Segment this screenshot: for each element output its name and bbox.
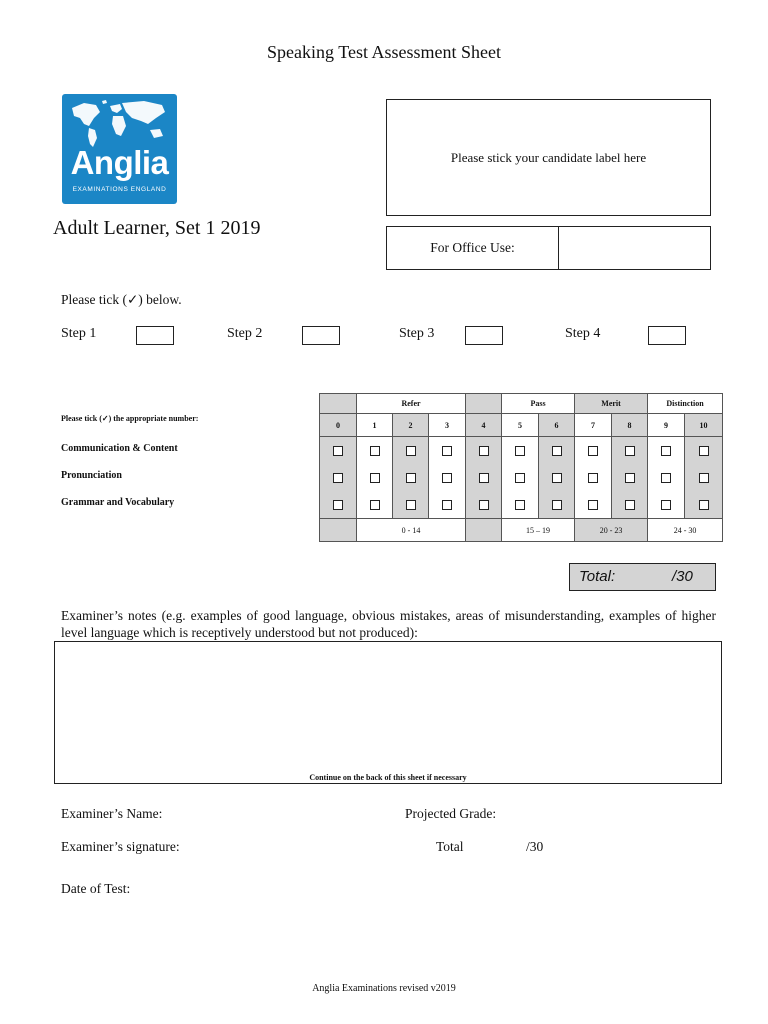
score-checkbox[interactable] — [661, 473, 671, 483]
score-checkbox[interactable] — [442, 500, 452, 510]
score-header-cell: 8 — [612, 414, 648, 437]
total-score-value: /30 — [672, 568, 693, 585]
score-range-row — [320, 519, 723, 542]
step-1-checkbox[interactable] — [136, 326, 174, 345]
score-cell — [685, 437, 723, 465]
score-cell — [466, 491, 502, 519]
score-header-cell: 7 — [575, 414, 612, 437]
score-header-cell: 6 — [539, 414, 575, 437]
score-checkbox[interactable] — [588, 473, 598, 483]
step-3-checkbox[interactable] — [465, 326, 503, 345]
score-checkbox[interactable] — [661, 446, 671, 456]
score-cell — [502, 464, 539, 491]
score-checkbox[interactable] — [333, 446, 343, 456]
score-cell — [429, 437, 466, 465]
range-distinction: 24 - 30 — [648, 519, 723, 542]
band-header-row — [320, 394, 723, 414]
range-cell-blank-right — [466, 519, 502, 542]
office-use-field[interactable] — [559, 227, 710, 269]
score-cell — [393, 464, 429, 491]
score-cell — [357, 491, 393, 519]
score-cell — [539, 464, 575, 491]
score-cell — [575, 437, 612, 465]
score-checkbox[interactable] — [552, 473, 562, 483]
score-checkbox[interactable] — [625, 500, 635, 510]
score-header-cell: 3 — [429, 414, 466, 437]
band-header-refer: Refer — [357, 394, 466, 414]
score-cell — [357, 464, 393, 491]
score-cell — [320, 491, 357, 519]
step-4-checkbox[interactable] — [648, 326, 686, 345]
range-pass: 15 – 19 — [502, 519, 575, 542]
score-cell — [648, 491, 685, 519]
score-cell — [685, 491, 723, 519]
examiner-name-label: Examiner’s Name: — [61, 806, 163, 821]
candidate-label-box — [386, 99, 711, 216]
score-checkbox[interactable] — [515, 473, 525, 483]
total-score-box — [569, 563, 716, 591]
score-cell — [648, 437, 685, 465]
date-of-test-label: Date of Test: — [61, 881, 131, 896]
score-header-cell: 2 — [393, 414, 429, 437]
score-header-cell: 1 — [357, 414, 393, 437]
score-cell — [320, 437, 357, 465]
office-use-label: For Office Use: — [387, 227, 559, 269]
step-2-checkbox[interactable] — [302, 326, 340, 345]
score-checkbox[interactable] — [515, 446, 525, 456]
examiner-notes-field[interactable] — [54, 641, 722, 784]
score-header-cell: 4 — [466, 414, 502, 437]
criterion-row-communication — [320, 437, 723, 465]
band-header-refer-lead — [320, 394, 357, 414]
score-cell — [612, 491, 648, 519]
score-checkbox[interactable] — [406, 500, 416, 510]
step-2-label: Step 2 — [227, 326, 263, 341]
criterion-label-pronunciation: Pronunciation — [61, 470, 122, 481]
step-1-label: Step 1 — [61, 326, 97, 341]
candidate-label-text: Please stick your candidate label here — [450, 149, 647, 165]
score-checkbox[interactable] — [333, 473, 343, 483]
logo-subtitle: EXAMINATIONS ENGLAND — [72, 186, 167, 193]
band-header-distinction: Distinction — [648, 394, 723, 414]
score-cell — [320, 464, 357, 491]
page-footer: Anglia Examinations revised v2019 — [312, 983, 456, 994]
score-cell — [648, 464, 685, 491]
score-checkbox[interactable] — [552, 446, 562, 456]
band-header-pass: Pass — [502, 394, 575, 414]
score-checkbox[interactable] — [588, 446, 598, 456]
score-cell — [466, 464, 502, 491]
score-checkbox[interactable] — [442, 446, 452, 456]
examiner-signature-label: Examiner’s signature: — [61, 839, 180, 854]
score-checkbox[interactable] — [333, 500, 343, 510]
score-checkbox[interactable] — [442, 473, 452, 483]
range-merit: 20 - 23 — [575, 519, 648, 542]
logo-wordmark: Anglia — [70, 144, 169, 181]
score-cell — [429, 464, 466, 491]
score-checkbox[interactable] — [370, 446, 380, 456]
score-checkbox[interactable] — [625, 473, 635, 483]
score-header-cell: 0 — [320, 414, 357, 437]
score-checkbox[interactable] — [370, 473, 380, 483]
assessment-grid — [319, 393, 723, 542]
score-cell — [685, 464, 723, 491]
score-checkbox[interactable] — [406, 473, 416, 483]
set-title: Adult Learner, Set 1 2019 — [53, 217, 261, 239]
range-cell-blank-left — [320, 519, 357, 542]
projected-grade-label: Projected Grade: — [405, 806, 497, 821]
score-cell — [357, 437, 393, 465]
score-cell — [502, 437, 539, 465]
score-checkbox[interactable] — [625, 446, 635, 456]
score-header-cell: 5 — [502, 414, 539, 437]
page-title: Speaking Test Assessment Sheet — [267, 42, 501, 62]
anglia-logo — [62, 94, 177, 204]
score-cell — [502, 491, 539, 519]
score-cell — [429, 491, 466, 519]
criterion-row-grammar — [320, 491, 723, 519]
score-header-cell: 9 — [648, 414, 685, 437]
notes-instruction: Examiner’s notes (e.g. examples of good language, obvious mistakes, areas of misunderstanding, examples of higher level language which is receptively understood but not produced): — [61, 608, 716, 640]
notes-continue-text: Continue on the back of this sheet if necessary — [309, 773, 467, 782]
step-3-label: Step 3 — [399, 326, 435, 341]
score-header-cell: 10 — [685, 414, 723, 437]
score-number-row — [320, 414, 723, 437]
score-checkbox[interactable] — [699, 473, 709, 483]
score-cell — [612, 464, 648, 491]
step-4-label: Step 4 — [565, 326, 601, 341]
score-checkbox[interactable] — [479, 446, 489, 456]
total-score-label: Total: — [579, 568, 616, 585]
score-checkbox[interactable] — [699, 446, 709, 456]
score-checkbox[interactable] — [406, 446, 416, 456]
score-checkbox[interactable] — [370, 500, 380, 510]
grid-instruction: Please tick (✓) the appropriate number: — [61, 414, 199, 423]
score-checkbox[interactable] — [515, 500, 525, 510]
score-checkbox[interactable] — [661, 500, 671, 510]
score-checkbox[interactable] — [588, 500, 598, 510]
score-checkbox[interactable] — [479, 473, 489, 483]
range-refer: 0 - 14 — [357, 519, 466, 542]
criterion-label-grammar: Grammar and Vocabulary — [61, 497, 175, 508]
step-instruction: Please tick (✓) below. — [61, 292, 182, 307]
band-header-refer-tail — [466, 394, 502, 414]
criterion-label-communication: Communication & Content — [61, 443, 178, 454]
office-use-box — [386, 226, 711, 270]
score-cell — [612, 437, 648, 465]
score-checkbox[interactable] — [699, 500, 709, 510]
form-total-label: Total — [436, 839, 464, 854]
score-cell — [575, 491, 612, 519]
score-cell — [539, 491, 575, 519]
score-cell — [539, 437, 575, 465]
band-header-merit: Merit — [575, 394, 648, 414]
score-checkbox[interactable] — [479, 500, 489, 510]
form-total-value: /30 — [526, 839, 544, 854]
criterion-row-pronunciation — [320, 464, 723, 491]
score-checkbox[interactable] — [552, 500, 562, 510]
score-cell — [393, 437, 429, 465]
score-cell — [393, 491, 429, 519]
score-cell — [466, 437, 502, 465]
score-cell — [575, 464, 612, 491]
